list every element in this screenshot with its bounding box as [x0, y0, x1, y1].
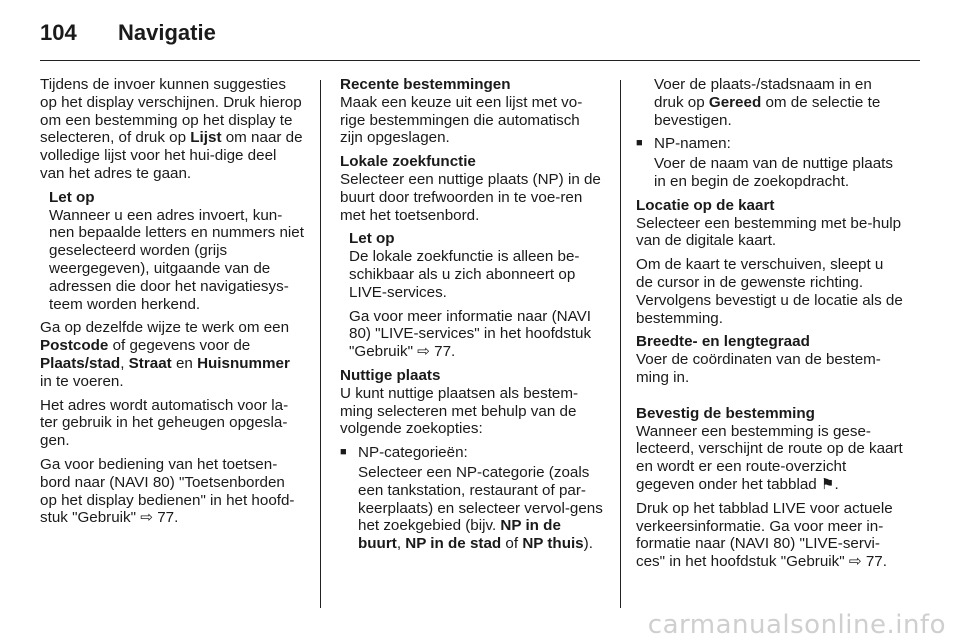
note-box: [340, 230, 604, 361]
section-heading: Breedte- en lengtegraad: [636, 333, 810, 351]
section-heading: Recente bestemmingen: [340, 76, 511, 93]
bullet-icon: ■: [340, 446, 347, 459]
section-heading: Nuttige plaats: [340, 366, 441, 384]
page-title: Navigatie: [118, 20, 216, 45]
list-item-text: Voer de plaats-/stadsnaam in en druk op Gereed om de selectie te bevestigen.: [654, 76, 881, 129]
note-text: Ga voor meer informatie naar (NAVI 80) "LIVE-services" in het hoofdstuk "Gebruik" ⇨ 77.: [349, 307, 592, 361]
section-text: Om de kaart te verschuiven, sleept u de cursor in de gewenste richting. Vervolgens bevestigt u de locatie als de bestemming.: [636, 256, 903, 327]
header-rule: [40, 60, 920, 61]
column-2: [340, 76, 604, 559]
column-divider-1: [320, 80, 321, 608]
intro-paragraph: Tijdens de invoer kunnen suggesties op het display verschijnen. Druk hierop om een bestemming op het display te selecteren, of druk op Lijst om naar de volledige lijst voor het hui-dige deel van het adres te gaan.: [40, 76, 303, 182]
note-box: [40, 189, 304, 314]
memory-paragraph: Het adres wordt automatisch voor la-ter gebruik in het geheugen opgesla-gen.: [40, 396, 289, 450]
list-item: ■ NP-categorieën:: [340, 444, 468, 462]
section-text: Selecteer een bestemming met be-hulp van de digitale kaart.: [636, 214, 902, 250]
watermark: carmanualsonline.info: [647, 610, 946, 640]
page-number: 104: [40, 20, 77, 45]
keyboard-paragraph: Ga voor bediening van het toetsen-bord naar (NAVI 80) "Toetsenborden op het display bedienen" in het hoofd-stuk "Gebruik" ⇨ 77.: [40, 455, 295, 527]
column-3: [636, 76, 904, 577]
column-1: [40, 76, 304, 533]
note-text: De lokale zoekfunctie is alleen be-schikbaar als u zich abonneert op LIVE-services.: [349, 248, 580, 301]
section-heading: Lokale zoekfunctie: [340, 153, 476, 171]
list-item-text: Voer de naam van de nuttige plaats in en begin de zoekopdracht.: [654, 155, 893, 190]
page-header: [40, 14, 216, 52]
section-text: Selecteer een nuttige plaats (NP) in de buurt door trefwoorden in te voe-ren met het toetsenbord.: [340, 170, 601, 224]
section-text: Druk op het tabblad LIVE voor actuele verkeersinformatie. Ga voor meer in-formatie naar (NAVI 80) "LIVE-servi-ces" in het hoofdstuk "Gebruik" ⇨ 77.: [636, 499, 893, 571]
bullet-icon: ■: [636, 137, 643, 150]
section-text: Maak een keuze uit een lijst met vo-rige bestemmingen die automatisch zijn opgeslagen.: [340, 93, 583, 147]
column-divider-2: [620, 80, 621, 608]
note-heading: Let op: [49, 188, 95, 206]
note-text: Wanneer u een adres invoert, kun-nen bepaalde letters en nummers niet geselecteerd worden (grijs weergegeven), uitgaande van de adressen die door het navigatiesys-teem worden herkend.: [49, 206, 304, 313]
section-heading: Bevestig de bestemming: [636, 404, 815, 422]
section-text: Voer de coördinaten van de bestem-ming in.: [636, 351, 881, 386]
section-heading: Locatie op de kaart: [636, 196, 775, 214]
list-item-text: Selecteer een NP-categorie (zoals een tankstation, restaurant of par-keerplaats) en selecteer vervol-gens het zoekgebied (bijv. NP in de buurt, NP in de stad of NP thuis).: [358, 463, 603, 553]
section-text: U kunt nuttige plaatsen als bestem-ming selecteren met behulp van de volgende zoekopties:: [340, 384, 579, 438]
postcode-paragraph: Ga op dezelfde wijze te werk om een Postcode of gegevens voor de Plaats/stad, Straat en Huisnummer in te voeren.: [40, 319, 290, 390]
note-heading: Let op: [349, 230, 395, 248]
ref-lijst: Lijst: [190, 129, 222, 147]
list-item: ■ NP-namen:: [636, 135, 731, 153]
section-text: Wanneer een bestemming is gese-lecteerd, verschijnt de route op de kaart en wordt er een route-overzicht gegeven onder het tabblad ⚑.: [636, 422, 903, 493]
